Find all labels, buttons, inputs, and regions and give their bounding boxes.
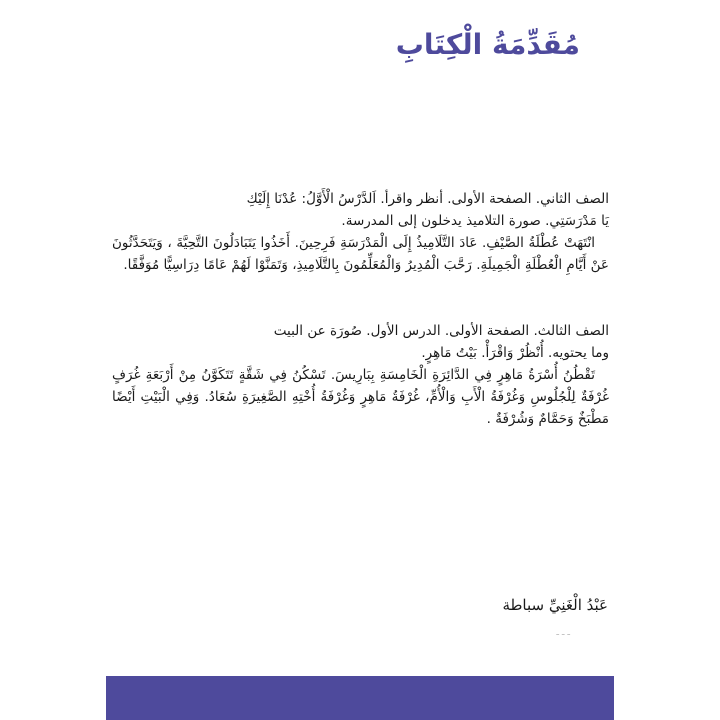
section-1-body: انْتَهَتْ عُطْلَةُ الصَّيْفِ. عَادَ التَّلَامِيذُ إِلَى الْمَدْرَسَةِ فَرِحِينَ. أَخَذُوا يَتَبَادَلُونَ التَّحِيَّةَ ، وَيَتَحَدَّثُونَ عَنْ أَيَّامِ الْعُطْلَةِ الْجَمِيلَةِ. رَحَّبَ الْمُدِيرُ وَالْمُعَلِّمُونَ بِالتَّلَامِيذِ، وَتَمَنَّوْا لَهُمْ عَامًا دِرَاسِيًّا مُوَفَّقًا. [112,235,609,273]
section-1-header-line-1: الصف الثاني. الصفحة الأولى. أنظر واقرأ. اَلدَّرْسُ الْأَوَّلُ: عُدْنَا إِلَيْكِ [246,191,609,207]
footer-accent-bar [106,676,614,720]
signature-flourish: ـ ـ ـ [556,628,570,638]
section-2-header-line-1: الصف الثالث. الصفحة الأولى. الدرس الأول. صُورَة عن البيت [273,323,609,339]
section-1-header-line-2: يَا مَدْرَسَتِي. صورة التلاميذ يدخلون إلى المدرسة. [341,213,609,229]
section-divider-space [112,276,609,320]
author-signature: عَبْدُ الْغَنِيِّ سباطة [502,596,608,614]
section-2-header-line-2: وما يحتويه. أُنْظُرْ وَاقْرَأْ. بَيْتُ مَاهِرٍ. [421,345,609,361]
section-2-body: تَقْطُنُ أُسْرَةُ مَاهِرٍ فِي الدَّائِرَةِ الْخَامِسَةِ بِبَارِيسَ. تَسْكُنُ فِي شَقَّةٍ تَتَكَوَّنُ مِنْ أَرْبَعَةِ غُرَفٍ غُرْفَةٌ لِلْجُلُوسِ وَغُرْفَةُ الْأَبِ وَالْأُمِّ، غُرْفَةُ مَاهِرٍ وَغُرْفَةُ أُخْتِهِ الصَّغِيرَةِ سُعَادُ. وَفِي الْبَيْتِ أَيْضًا مَطْبَخٌ وَحَمَّامٌ وَشُرْفَةٌ . [112,367,609,427]
book-introduction-text [112,188,609,430]
page-title: مُقَدِّمَةُ الْكِتَابِ [395,28,580,61]
